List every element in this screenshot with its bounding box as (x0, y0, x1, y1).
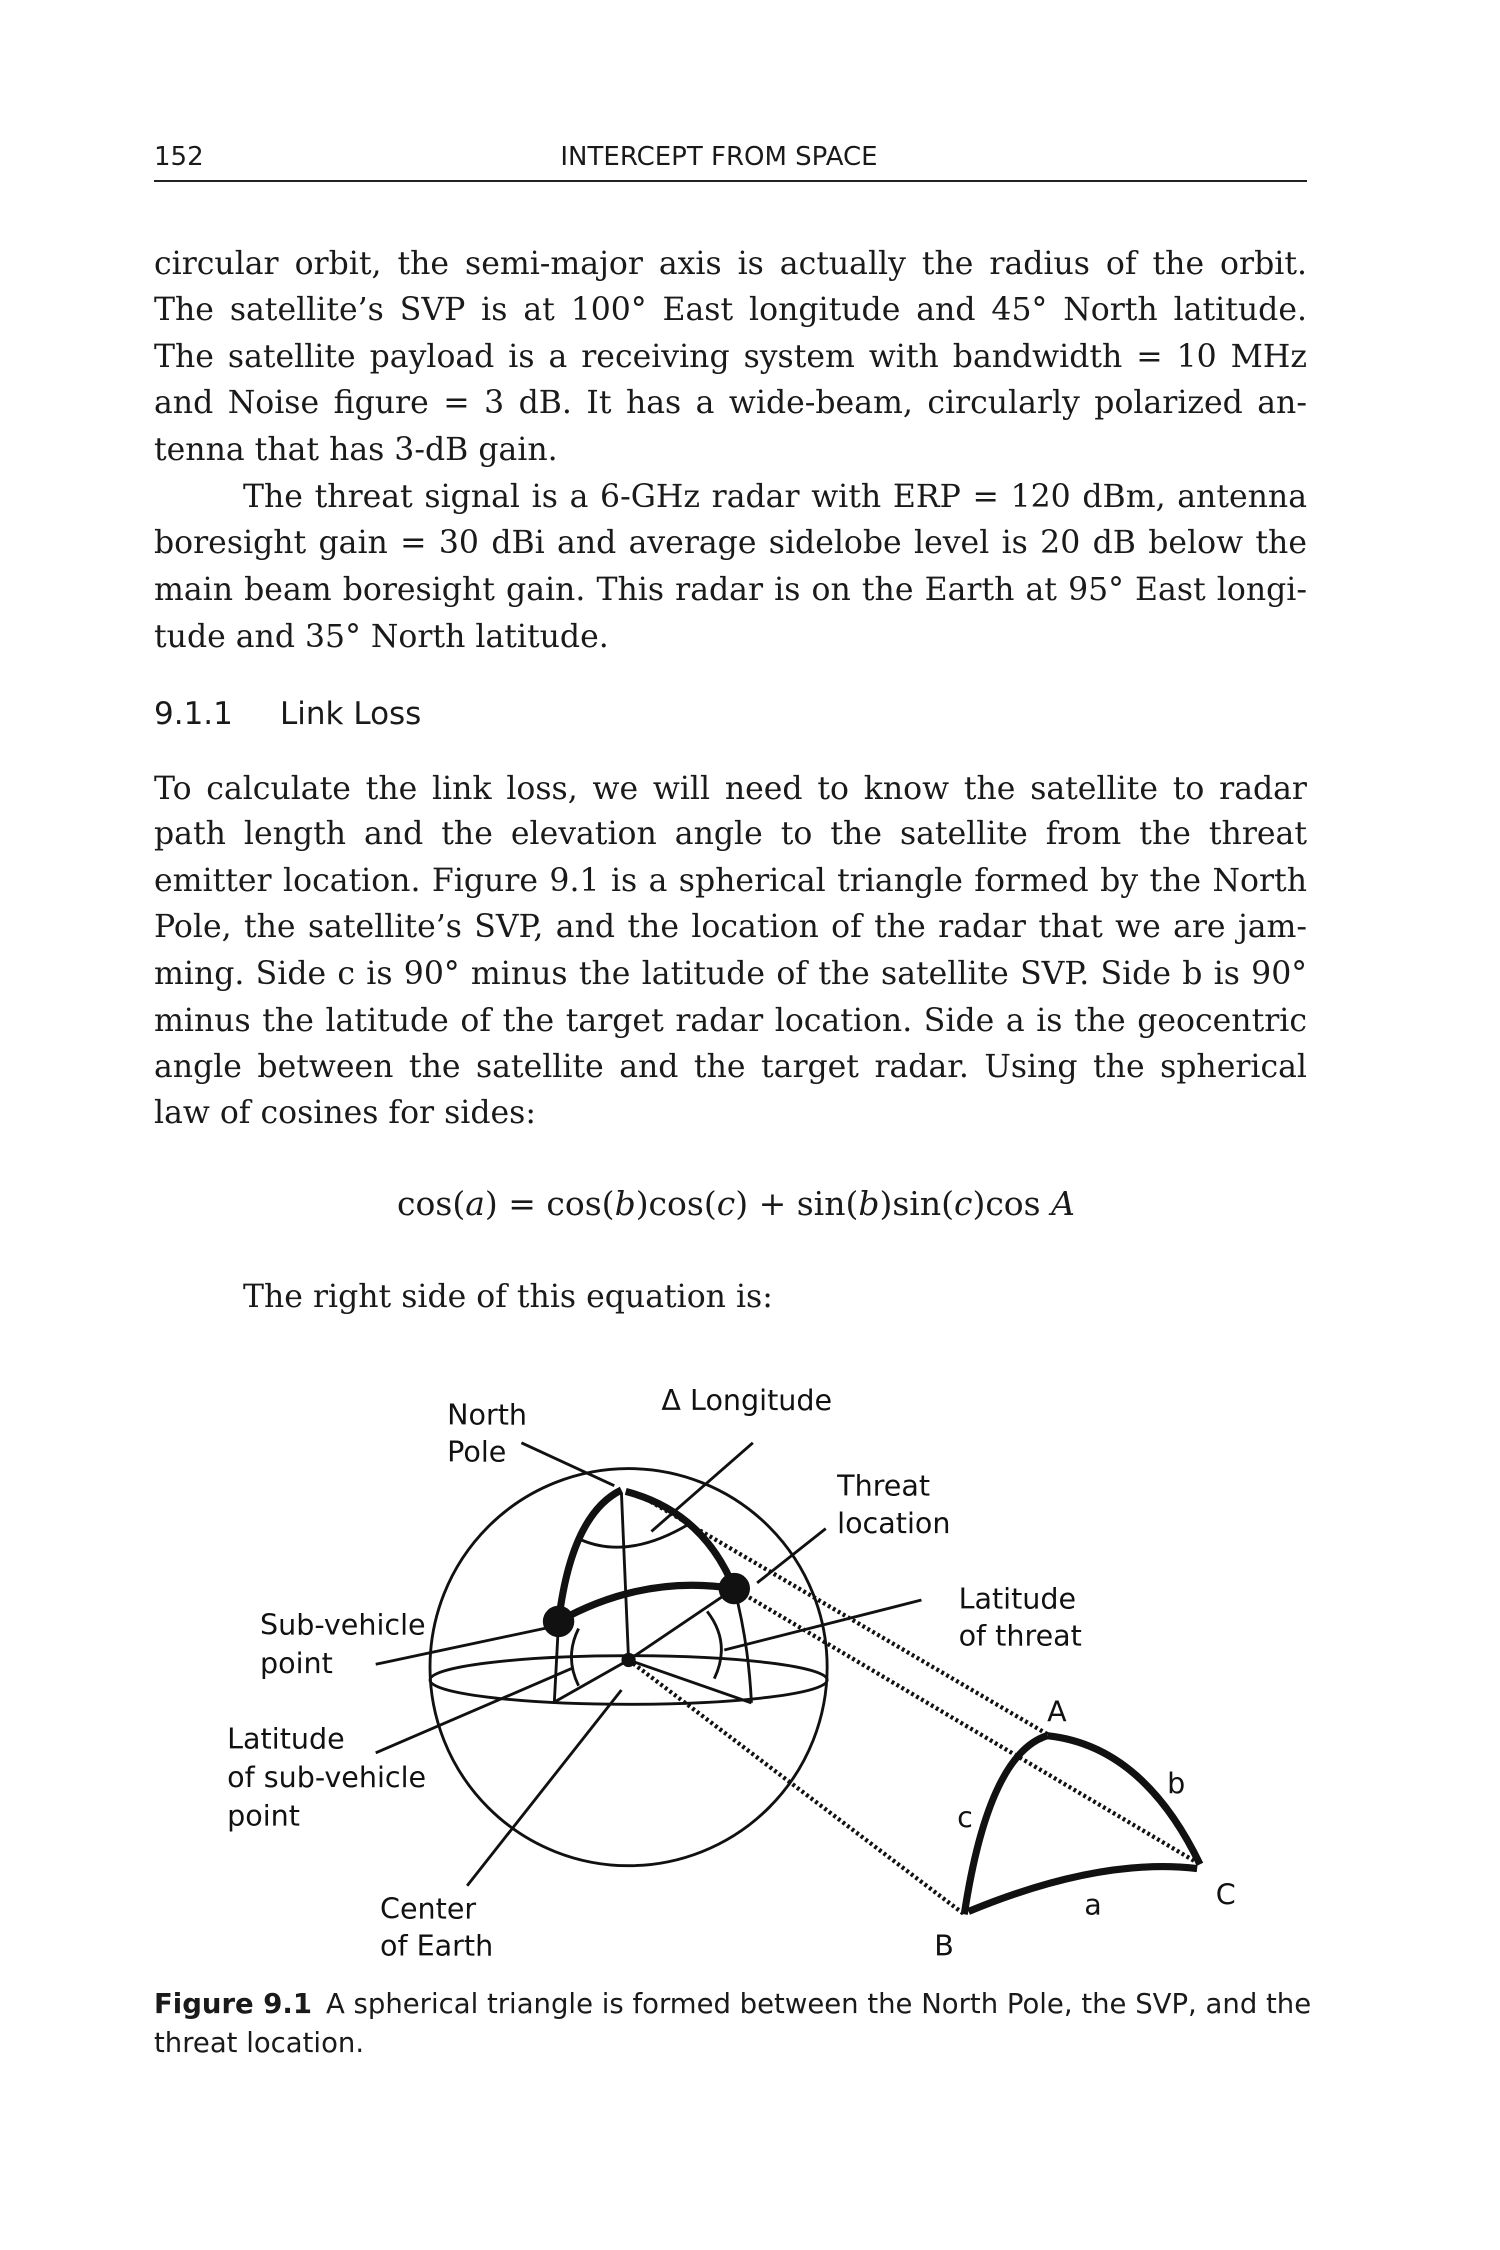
label-of-sub-vehicle: of sub-vehicle (227, 1760, 427, 1795)
page-number: 152 (154, 142, 204, 172)
text-line: tude and 35° North latitude. (154, 619, 609, 655)
radius-threat (629, 1589, 735, 1660)
text-line: The right side of this equation is: (243, 1279, 773, 1315)
label-latitude-sub: Latitude (227, 1721, 345, 1756)
label-north: North (447, 1397, 528, 1432)
text-line: path length and the elevation angle to the satellite from the threat (154, 816, 1307, 852)
section-number: 9.1.1 (154, 696, 233, 732)
side-a (969, 1867, 1198, 1912)
latitude-threat-arc (707, 1611, 721, 1678)
figure-caption: Figure 9.1 A spherical triangle is formed between the North Pole, the SVP, and the (154, 1988, 1312, 2020)
side-a-label: a (1084, 1887, 1102, 1922)
meridian-svp (559, 1490, 622, 1621)
section-title: Link Loss (280, 696, 422, 732)
pointer-latitude-sub (376, 1669, 572, 1753)
side-c-label: c (957, 1800, 973, 1835)
label-point-2: point (227, 1798, 300, 1833)
delta-longitude-arc (581, 1524, 688, 1547)
sub-vehicle-point-dot (543, 1606, 574, 1637)
label-delta-longitude: Δ Longitude (661, 1383, 833, 1417)
label-pole: Pole (447, 1434, 507, 1469)
text-line: circular orbit, the semi-major axis is actually the radius of the orbit. (154, 246, 1307, 282)
label-of-threat: of threat (958, 1618, 1082, 1653)
text-line: To calculate the link loss, we will need to know the satellite to radar (154, 771, 1307, 807)
threat-location-dot (719, 1573, 750, 1604)
text-line: main beam boresight gain. This radar is on the Earth at 95° East longi- (154, 572, 1307, 608)
vertex-B: B (934, 1928, 954, 1963)
polar-axis (621, 1493, 628, 1660)
side-b-label: b (1167, 1765, 1186, 1800)
label-latitude-threat: Latitude (958, 1581, 1077, 1616)
text-line: The threat signal is a 6-GHz radar with ERP = 120 dBm, antenna (243, 479, 1307, 515)
text-line: minus the latitude of the target radar location. Side a is the geocentric (154, 1003, 1307, 1039)
text-line: law of cosines for sides: (154, 1095, 536, 1131)
pointer-delta-longitude (651, 1443, 752, 1532)
figure-caption-line2: threat location. (154, 2027, 365, 2059)
running-title: INTERCEPT FROM SPACE (560, 142, 878, 172)
label-center: Center (380, 1891, 477, 1926)
pointer-center-earth (467, 1690, 621, 1886)
svp-threat-arc (559, 1585, 735, 1621)
center-earth-dot (621, 1653, 635, 1667)
text-line: and Noise figure = 3 dB. It has a wide-beam, circularly polarized an- (154, 385, 1307, 421)
text-line: angle between the satellite and the target radar. Using the spherical (154, 1049, 1307, 1085)
projection-center (629, 1660, 965, 1914)
text-line: Pole, the satellite’s SVP, and the location of the radar that we are jam- (154, 909, 1307, 945)
text-line: emitter location. Figure 9.1 is a spherical triangle formed by the North (154, 863, 1307, 899)
radius-equator-right (629, 1660, 752, 1703)
pointer-threat-location (757, 1529, 826, 1583)
text-line: ming. Side c is 90° minus the latitude of the satellite SVP. Side b is 90° (154, 956, 1307, 992)
text-line: boresight gain = 30 dBi and average sidelobe level is 20 dB below the (154, 525, 1307, 561)
equation: cos(a) = cos(b)cos(c) + sin(b)sin(c)cos A (397, 1184, 1075, 1223)
caption-label: Figure 9.1 (154, 1988, 312, 2020)
side-b (1047, 1736, 1200, 1865)
text-line: The satellite’s SVP is at 100° East longitude and 45° North latitude. (154, 292, 1307, 328)
vertex-A: A (1047, 1694, 1067, 1729)
label-threat: Threat (837, 1468, 931, 1503)
label-of-earth: of Earth (380, 1928, 494, 1963)
text-line: tenna that has 3-dB gain. (154, 432, 558, 468)
text-line: The satellite payload is a receiving system with bandwidth = 10 MHz (154, 339, 1307, 375)
label-location: location (837, 1505, 951, 1540)
label-point: point (260, 1645, 333, 1680)
vertex-C: C (1215, 1877, 1236, 1912)
label-sub-vehicle: Sub-vehicle (260, 1607, 426, 1642)
